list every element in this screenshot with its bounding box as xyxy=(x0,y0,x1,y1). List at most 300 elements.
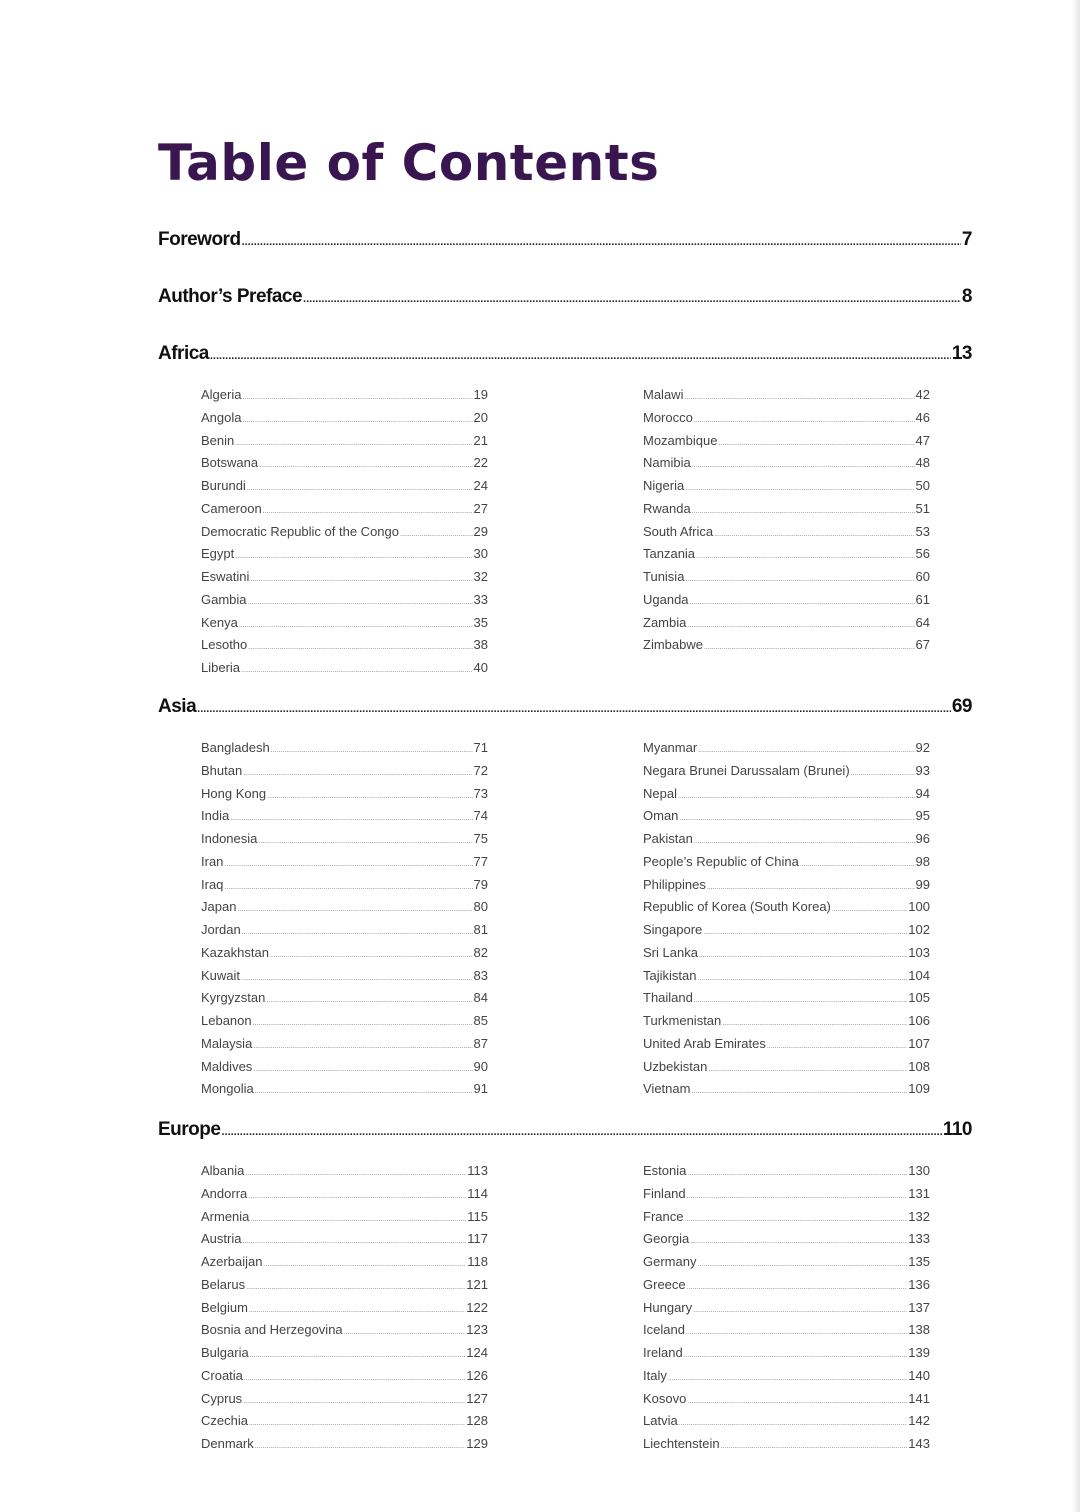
toc-subentry[interactable] xyxy=(201,478,488,501)
dot-leader xyxy=(344,1329,466,1336)
toc-subentry[interactable] xyxy=(201,990,488,1013)
dot-leader xyxy=(303,293,961,305)
subentry-page: 105 xyxy=(908,990,930,1006)
toc-subentry[interactable] xyxy=(643,763,930,786)
subentry-label: Liberia xyxy=(201,660,241,675)
subentry-page: 87 xyxy=(473,1035,488,1051)
toc-subentry[interactable] xyxy=(201,1209,488,1232)
toc-subentry[interactable] xyxy=(643,615,930,638)
subentry-page: 107 xyxy=(908,1035,930,1051)
subentry-page: 126 xyxy=(466,1367,488,1383)
dot-leader xyxy=(691,1088,907,1095)
subentry-page: 132 xyxy=(908,1208,930,1224)
subentry-page: 135 xyxy=(908,1254,930,1269)
dot-leader xyxy=(253,1066,472,1073)
subentry-label: Bosnia and Herzegovina xyxy=(201,1322,343,1338)
subentry-page: 74 xyxy=(473,808,488,824)
dot-leader xyxy=(698,747,914,754)
subentry-page: 22 xyxy=(473,455,488,471)
subentry-page: 83 xyxy=(473,967,488,983)
toc-subentry[interactable] xyxy=(201,1186,488,1209)
toc-subentry[interactable] xyxy=(643,410,930,433)
subentry-label: Democratic Republic of the Congo xyxy=(201,523,399,539)
dot-leader xyxy=(694,838,915,845)
toc-subentry[interactable] xyxy=(201,831,488,854)
subentry-page: 100 xyxy=(908,899,930,915)
dot-leader xyxy=(767,1043,907,1050)
toc-subentry[interactable] xyxy=(643,1163,930,1186)
dot-leader xyxy=(687,1284,908,1291)
toc-subentry[interactable] xyxy=(201,740,488,763)
subentry-label: Vietnam xyxy=(643,1081,691,1097)
dot-leader xyxy=(239,622,473,629)
toc-subentry[interactable] xyxy=(201,1081,488,1104)
subentry-label: Morocco xyxy=(643,409,693,425)
toc-subentry[interactable] xyxy=(201,1277,488,1300)
subentry-label: Nepal xyxy=(643,785,677,801)
toc-subentry[interactable] xyxy=(643,1036,930,1059)
toc-subentry[interactable] xyxy=(201,660,488,683)
subentry-label: France xyxy=(643,1208,684,1224)
subentry-label: Albania xyxy=(201,1163,245,1178)
toc-subentry[interactable] xyxy=(201,524,488,547)
toc-subentry[interactable] xyxy=(643,1209,930,1232)
dot-leader xyxy=(686,1329,907,1336)
toc-subentry[interactable] xyxy=(643,1436,930,1459)
dot-leader xyxy=(708,1066,907,1073)
toc-subentry[interactable] xyxy=(201,1345,488,1368)
subentry-page: 75 xyxy=(473,831,488,846)
subentry-label: Bangladesh xyxy=(201,740,270,755)
subentry-label: People’s Republic of China xyxy=(643,853,799,869)
subentry-label: Kuwait xyxy=(201,967,241,983)
dot-leader xyxy=(692,508,915,515)
subentry-label: Tunisia xyxy=(643,569,685,584)
subentry-label: United Arab Emirates xyxy=(643,1035,766,1051)
dot-leader xyxy=(684,1216,907,1223)
dot-leader xyxy=(694,997,907,1004)
subentry-page: 35 xyxy=(473,614,488,630)
subentry-page: 73 xyxy=(473,785,488,801)
dot-leader xyxy=(694,417,915,424)
toc-subentry[interactable] xyxy=(643,387,930,410)
dot-leader xyxy=(685,485,914,492)
entry-label: Foreword xyxy=(158,229,241,250)
dot-leader xyxy=(263,1261,466,1268)
dot-leader xyxy=(697,975,907,982)
toc-subentry[interactable] xyxy=(201,455,488,478)
dot-leader xyxy=(679,815,914,822)
subentry-page: 85 xyxy=(473,1013,488,1028)
subentry-label: South Africa xyxy=(643,523,714,539)
toc-subentry[interactable] xyxy=(643,501,930,524)
subentry-page: 77 xyxy=(473,853,488,869)
toc-subentry[interactable] xyxy=(201,1391,488,1414)
toc-subentry[interactable] xyxy=(201,1413,488,1436)
dot-leader xyxy=(851,770,915,777)
toc-subentry[interactable] xyxy=(643,1059,930,1082)
toc-subentry[interactable] xyxy=(201,569,488,592)
dot-leader xyxy=(221,1126,941,1138)
toc-subentry[interactable] xyxy=(643,455,930,478)
toc-section-asia[interactable] xyxy=(158,696,972,720)
toc-subentry[interactable] xyxy=(643,968,930,991)
toc-subentry[interactable] xyxy=(201,410,488,433)
subentry-page: 72 xyxy=(473,762,488,778)
toc-subentry[interactable] xyxy=(643,808,930,831)
dot-leader xyxy=(224,861,472,868)
toc-subentry[interactable] xyxy=(201,546,488,569)
subentry-page: 42 xyxy=(915,387,930,402)
toc-subentry[interactable] xyxy=(201,786,488,809)
toc-subentry[interactable] xyxy=(201,501,488,524)
subentry-page: 136 xyxy=(908,1276,930,1292)
subentry-page: 40 xyxy=(473,660,488,675)
toc-subentry[interactable] xyxy=(201,877,488,900)
dot-leader xyxy=(255,1088,473,1095)
subentry-label: Andorra xyxy=(201,1185,248,1201)
subentry-page: 53 xyxy=(915,523,930,539)
subentry-label: Belgium xyxy=(201,1299,248,1315)
dot-leader xyxy=(267,793,472,800)
subentry-page: 60 xyxy=(915,569,930,584)
toc-subentry[interactable] xyxy=(643,877,930,900)
subentry-page: 48 xyxy=(915,455,930,471)
dot-leader xyxy=(248,599,473,606)
toc-subentry[interactable] xyxy=(643,1254,930,1277)
toc-subentry[interactable] xyxy=(201,637,488,660)
dot-leader xyxy=(400,531,473,538)
toc-subentry[interactable] xyxy=(201,808,488,831)
subentry-page: 115 xyxy=(467,1208,488,1224)
subentry-label: Hong Kong xyxy=(201,785,267,801)
subentry-page: 51 xyxy=(915,500,930,516)
subentry-page: 64 xyxy=(915,614,930,630)
dot-leader xyxy=(684,1352,908,1359)
subentry-page: 80 xyxy=(473,899,488,915)
entry-page: 69 xyxy=(951,696,972,717)
toc-subentry[interactable] xyxy=(201,1300,488,1323)
dot-leader xyxy=(242,929,473,936)
subentry-page: 96 xyxy=(915,831,930,846)
subentry-label: Oman xyxy=(643,808,679,824)
dot-leader xyxy=(247,485,473,492)
dot-leader xyxy=(687,622,914,629)
dot-leader xyxy=(230,815,472,822)
subentry-page: 82 xyxy=(473,944,488,960)
toc-subentry[interactable] xyxy=(643,592,930,615)
dot-leader xyxy=(255,1443,466,1450)
subentry-page: 113 xyxy=(467,1163,488,1178)
toc-subentry[interactable] xyxy=(643,1322,930,1345)
subentry-page: 137 xyxy=(908,1299,930,1315)
toc-section-europe[interactable] xyxy=(158,1119,972,1143)
toc-subentry[interactable] xyxy=(201,1059,488,1082)
dot-leader xyxy=(250,1352,466,1359)
dot-leader xyxy=(249,1420,465,1427)
subentry-page: 109 xyxy=(908,1081,930,1097)
dot-leader xyxy=(270,952,473,959)
toc-subentry[interactable] xyxy=(643,1081,930,1104)
toc-subentry[interactable] xyxy=(201,1231,488,1254)
dot-leader xyxy=(800,861,915,868)
toc-subentry[interactable] xyxy=(643,524,930,547)
subentry-label: Kyrgyzstan xyxy=(201,990,266,1006)
dot-leader xyxy=(244,1375,465,1382)
toc-column-left xyxy=(201,740,488,1104)
toc-subentry[interactable] xyxy=(201,433,488,456)
subentry-page: 46 xyxy=(915,409,930,425)
subentry-label: Latvia xyxy=(643,1413,678,1429)
dot-leader xyxy=(668,1375,907,1382)
dot-leader xyxy=(690,1238,907,1245)
subentry-page: 50 xyxy=(915,478,930,493)
subentry-page: 61 xyxy=(915,591,930,607)
entry-page: 13 xyxy=(951,343,972,364)
subentry-label: Mozambique xyxy=(643,432,718,448)
dot-leader xyxy=(678,793,915,800)
toc-subentry[interactable] xyxy=(201,899,488,922)
subentry-page: 131 xyxy=(908,1185,930,1201)
subentry-label: Ireland xyxy=(643,1345,683,1360)
entry-label: Europe xyxy=(158,1119,221,1140)
toc-subentry[interactable] xyxy=(201,1013,488,1036)
subentry-page: 99 xyxy=(915,876,930,892)
dot-leader xyxy=(697,1261,907,1268)
toc-subentry[interactable] xyxy=(201,615,488,638)
toc-subentry[interactable] xyxy=(643,1186,930,1209)
toc-column-right xyxy=(643,1163,930,1459)
subentry-page: 106 xyxy=(908,1013,930,1028)
subentry-label: Finland xyxy=(643,1185,686,1201)
toc-subentry[interactable] xyxy=(643,1345,930,1368)
subentry-page: 124 xyxy=(466,1345,488,1360)
dot-leader xyxy=(722,1020,907,1027)
subentry-page: 24 xyxy=(473,478,488,493)
toc-column-right xyxy=(643,387,930,660)
subentry-label: Maldives xyxy=(201,1058,253,1074)
subentry-page: 133 xyxy=(908,1231,930,1247)
subentry-page: 141 xyxy=(908,1390,930,1406)
subentry-page: 103 xyxy=(908,944,930,960)
dot-leader xyxy=(271,747,473,754)
subentry-label: Belarus xyxy=(201,1276,246,1292)
toc-subentry[interactable] xyxy=(643,922,930,945)
toc-subentry[interactable] xyxy=(643,478,930,501)
entry-label: Author’s Preface xyxy=(158,286,303,307)
subentry-page: 67 xyxy=(915,637,930,653)
subentry-label: Botswana xyxy=(201,455,259,471)
toc-subentry[interactable] xyxy=(201,1254,488,1277)
page-title: Table of Contents xyxy=(158,134,660,192)
toc-subentry[interactable] xyxy=(201,1436,488,1459)
dot-leader xyxy=(242,417,472,424)
subentry-page: 118 xyxy=(467,1254,488,1269)
toc-subentry[interactable] xyxy=(201,1036,488,1059)
dot-leader xyxy=(253,1043,472,1050)
subentry-label: Bulgaria xyxy=(201,1345,249,1360)
subentry-page: 47 xyxy=(915,432,930,448)
toc-subentry[interactable] xyxy=(643,831,930,854)
subentry-label: Iran xyxy=(201,853,224,869)
subentry-page: 104 xyxy=(908,967,930,983)
dot-leader xyxy=(250,576,472,583)
subentry-label: Iceland xyxy=(643,1322,685,1338)
subentry-label: Lesotho xyxy=(201,637,248,653)
subentry-page: 84 xyxy=(473,990,488,1006)
subentry-label: Bhutan xyxy=(201,762,243,778)
toc-subentry[interactable] xyxy=(643,433,930,456)
dot-leader xyxy=(243,770,472,777)
toc-subentry[interactable] xyxy=(643,1231,930,1254)
dot-leader xyxy=(704,644,915,651)
dot-leader xyxy=(248,644,472,651)
toc-subentry[interactable] xyxy=(201,763,488,786)
dot-leader xyxy=(235,553,472,560)
subentry-page: 117 xyxy=(467,1231,488,1247)
toc-column-left xyxy=(201,387,488,683)
toc-subentry[interactable] xyxy=(201,592,488,615)
toc-entry-foreword[interactable] xyxy=(158,229,972,253)
subentry-label: Republic of Korea (South Korea) xyxy=(643,899,831,915)
subentry-label: Germany xyxy=(643,1254,697,1269)
dot-leader xyxy=(703,929,907,936)
dot-leader xyxy=(246,1284,465,1291)
dot-leader xyxy=(687,1193,908,1200)
toc-subentry[interactable] xyxy=(201,1322,488,1345)
toc-subentry[interactable] xyxy=(643,740,930,763)
subentry-label: Myanmar xyxy=(643,740,698,755)
subentry-label: Zambia xyxy=(643,614,687,630)
dot-leader xyxy=(242,394,472,401)
toc-subentry[interactable] xyxy=(201,922,488,945)
toc-subentry[interactable] xyxy=(201,1368,488,1391)
subentry-label: Sri Lanka xyxy=(643,944,698,960)
subentry-label: Pakistan xyxy=(643,831,693,846)
subentry-label: Zimbabwe xyxy=(643,637,703,653)
subentry-page: 91 xyxy=(473,1081,488,1097)
subentry-page: 27 xyxy=(473,500,488,516)
toc-section-africa[interactable] xyxy=(158,343,972,367)
toc-subentry[interactable] xyxy=(643,546,930,569)
toc-subentry[interactable] xyxy=(643,899,930,922)
page-edge xyxy=(1072,0,1080,1512)
subentry-label: Estonia xyxy=(643,1163,687,1178)
toc-subentry[interactable] xyxy=(201,387,488,410)
dot-leader xyxy=(241,975,473,982)
subentry-label: Czechia xyxy=(201,1413,248,1429)
dot-leader xyxy=(263,508,473,515)
subentry-page: 128 xyxy=(466,1413,488,1429)
dot-leader xyxy=(248,1193,466,1200)
subentry-page: 127 xyxy=(466,1390,488,1406)
subentry-page: 108 xyxy=(908,1058,930,1074)
subentry-page: 129 xyxy=(466,1436,488,1451)
subentry-label: Armenia xyxy=(201,1208,250,1224)
subentry-label: Indonesia xyxy=(201,831,258,846)
dot-leader xyxy=(679,1420,908,1427)
dot-leader xyxy=(237,906,472,913)
toc-subentry[interactable] xyxy=(643,1368,930,1391)
toc-subentry[interactable] xyxy=(643,854,930,877)
subentry-label: Gambia xyxy=(201,591,247,607)
toc-column-right xyxy=(643,740,930,1104)
subentry-page: 71 xyxy=(473,740,488,755)
toc-subentry[interactable] xyxy=(201,968,488,991)
subentry-page: 21 xyxy=(473,432,488,448)
toc-column-left xyxy=(201,1163,488,1459)
subentry-label: Kenya xyxy=(201,614,238,630)
toc-subentry[interactable] xyxy=(643,786,930,809)
subentry-label: Egypt xyxy=(201,546,235,562)
subentry-label: Lebanon xyxy=(201,1013,252,1028)
subentry-label: Hungary xyxy=(643,1299,693,1315)
subentry-page: 29 xyxy=(473,523,488,539)
dot-leader xyxy=(693,1307,907,1314)
dot-leader xyxy=(692,462,915,469)
subentry-label: Thailand xyxy=(643,990,693,1006)
subentry-page: 93 xyxy=(915,762,930,778)
toc-subentry[interactable] xyxy=(643,1013,930,1036)
subentry-label: Tajikistan xyxy=(643,967,697,983)
dot-leader xyxy=(699,952,907,959)
subentry-label: Uzbekistan xyxy=(643,1058,708,1074)
subentry-label: Angola xyxy=(201,409,242,425)
subentry-page: 102 xyxy=(908,922,930,937)
subentry-page: 143 xyxy=(908,1436,930,1451)
dot-leader xyxy=(241,667,473,674)
toc-subentry[interactable] xyxy=(643,945,930,968)
toc-subentry[interactable] xyxy=(643,1391,930,1414)
toc-subentry[interactable] xyxy=(201,1163,488,1186)
toc-subentry[interactable] xyxy=(643,637,930,660)
subentry-page: 123 xyxy=(466,1322,488,1338)
subentry-label: Cyprus xyxy=(201,1390,243,1406)
subentry-label: Croatia xyxy=(201,1367,243,1383)
toc-subentry[interactable] xyxy=(643,990,930,1013)
entry-page: 7 xyxy=(961,229,972,250)
toc-subentry[interactable] xyxy=(643,569,930,592)
toc-subentry[interactable] xyxy=(201,945,488,968)
subentry-label: India xyxy=(201,808,230,824)
dot-leader xyxy=(242,236,961,248)
entry-label: Africa xyxy=(158,343,209,364)
toc-entry-authors-preface[interactable] xyxy=(158,286,972,310)
subentry-label: Iraq xyxy=(201,876,224,892)
subentry-label: Burundi xyxy=(201,478,246,493)
subentry-label: Georgia xyxy=(643,1231,690,1247)
subentry-label: Kazakhstan xyxy=(201,944,269,960)
subentry-page: 94 xyxy=(915,785,930,801)
subentry-page: 140 xyxy=(908,1367,930,1383)
subentry-label: Malaysia xyxy=(201,1035,253,1051)
subentry-page: 19 xyxy=(473,387,488,402)
subentry-label: Liechtenstein xyxy=(643,1436,720,1451)
dot-leader xyxy=(259,462,472,469)
subentry-page: 98 xyxy=(915,853,930,869)
toc-subentry[interactable] xyxy=(643,1413,930,1436)
subentry-page: 122 xyxy=(466,1299,488,1315)
toc-subentry[interactable] xyxy=(643,1277,930,1300)
subentry-label: Eswatini xyxy=(201,569,250,584)
subentry-page: 38 xyxy=(473,637,488,653)
dot-leader xyxy=(258,838,472,845)
subentry-label: Turkmenistan xyxy=(643,1013,722,1028)
toc-subentry[interactable] xyxy=(201,854,488,877)
subentry-label: Nigeria xyxy=(643,478,685,493)
toc-subentry[interactable] xyxy=(643,1300,930,1323)
subentry-label: Philippines xyxy=(643,876,706,892)
